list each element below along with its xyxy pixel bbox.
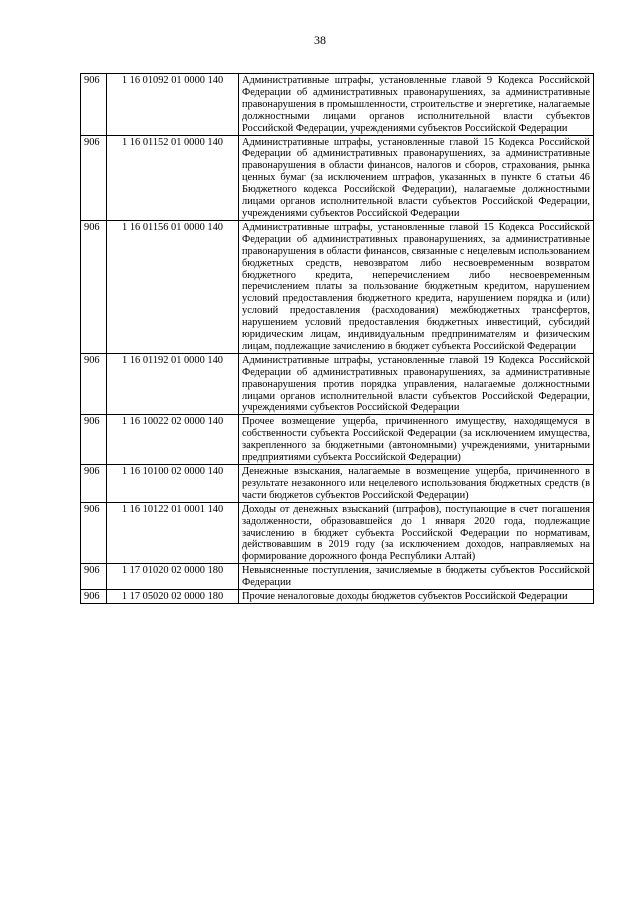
admin-code-cell: 906 bbox=[81, 590, 107, 604]
revenue-codes-table bbox=[80, 73, 594, 604]
admin-code-cell: 906 bbox=[81, 502, 107, 564]
admin-code-cell: 906 bbox=[81, 564, 107, 590]
kbk-code-cell: 1 17 05020 02 0000 180 bbox=[107, 590, 239, 604]
kbk-code-cell: 1 16 10100 02 0000 140 bbox=[107, 465, 239, 503]
kbk-code-cell: 1 16 01192 01 0000 140 bbox=[107, 353, 239, 415]
admin-code-cell: 906 bbox=[81, 465, 107, 503]
admin-code-cell: 906 bbox=[81, 353, 107, 415]
table-row bbox=[81, 220, 594, 353]
admin-code-cell: 906 bbox=[81, 135, 107, 220]
revenue-name-cell: Прочие неналоговые доходы бюджетов субъектов Российской Федерации bbox=[239, 590, 594, 604]
kbk-code-cell: 1 16 01152 01 0000 140 bbox=[107, 135, 239, 220]
kbk-code-cell: 1 16 01156 01 0000 140 bbox=[107, 220, 239, 353]
page-number: 38 bbox=[314, 33, 326, 47]
revenue-name-cell: Административные штрафы, установленные главой 19 Кодекса Российской Федерации об административных правонарушениях, за административные правонарушения против порядка управления, налагаемые должностными лицами органов исполнительной власти субъектов Российской Федерации, учреждениями субъектов Российской Федерации bbox=[239, 353, 594, 415]
revenue-name-cell: Административные штрафы, установленные главой 15 Кодекса Российской Федерации об административных правонарушениях, за административные правонарушения в области финансов, налогов и сборов, страхования, рынка ценных бумаг (за исключением штрафов, указанных в пункте 6 статьи 46 Бюджетного кодекса Российской Федерации), налагаемые должностными лицами органов исполнительной власти субъектов Российской Федерации, учреждениями субъектов Российской Федерации bbox=[239, 135, 594, 220]
revenue-name-cell: Невыясненные поступления, зачисляемые в бюджеты субъектов Российской Федерации bbox=[239, 564, 594, 590]
table-row bbox=[81, 590, 594, 604]
table-row bbox=[81, 353, 594, 415]
table-row bbox=[81, 135, 594, 220]
revenue-name-cell: Доходы от денежных взысканий (штрафов), поступающие в счет погашения задолженности, образовавшейся до 1 января 2020 года, подлежащие зачислению в бюджет субъекта Российской Федерации по нормативам, действовавшим в 2019 году (за исключением доходов, направляемых на формирование дорожного фонда Республики Алтай) bbox=[239, 502, 594, 564]
revenue-name-cell: Административные штрафы, установленные главой 9 Кодекса Российской Федерации об административных правонарушениях, за административные правонарушения в промышленности, строительстве и энергетике, налагаемые должностными лицами органов исполнительной власти субъектов Российской Федерации, учреждениями субъектов Российской Федерации bbox=[239, 74, 594, 136]
revenue-name-cell: Административные штрафы, установленные главой 15 Кодекса Российской Федерации об административных правонарушениях, за административные правонарушения в области финансов, связанные с нецелевым использованием бюджетных средств, невозвратом либо несвоевременным возвратом бюджетного кредита, неперечислением либо несвоевременным перечислением платы за пользование бюджетным кредитом, нарушением условий предоставления бюджетного кредита, нарушением порядка и (или) условий предоставления (расходования) межбюджетных трансфертов, нарушением условий предоставления бюджетных инвестиций, субсидий юридическим лицам, индивидуальным предпринимателям и физическим лицам, подлежащие зачислению в бюджет субъекта Российской Федерации bbox=[239, 220, 594, 353]
table-row bbox=[81, 502, 594, 564]
admin-code-cell: 906 bbox=[81, 220, 107, 353]
kbk-code-cell: 1 16 01092 01 0000 140 bbox=[107, 74, 239, 136]
revenue-name-cell: Прочее возмещение ущерба, причиненного имуществу, находящемуся в собственности субъекта Российской Федерации (за исключением имущества, закрепленного за бюджетными (автономными) учреждениями, унитарными предприятиями субъекта Российской Федерации) bbox=[239, 415, 594, 465]
revenue-name-cell: Денежные взыскания, налагаемые в возмещение ущерба, причиненного в результате незаконного или нецелевого использования бюджетных средств (в части бюджетов субъектов Российской Федерации) bbox=[239, 465, 594, 503]
table-row bbox=[81, 564, 594, 590]
table-row bbox=[81, 465, 594, 503]
kbk-code-cell: 1 16 10122 01 0001 140 bbox=[107, 502, 239, 564]
table-row bbox=[81, 415, 594, 465]
kbk-code-cell: 1 16 10022 02 0000 140 bbox=[107, 415, 239, 465]
admin-code-cell: 906 bbox=[81, 415, 107, 465]
admin-code-cell: 906 bbox=[81, 74, 107, 136]
table-row bbox=[81, 74, 594, 136]
kbk-code-cell: 1 17 01020 02 0000 180 bbox=[107, 564, 239, 590]
